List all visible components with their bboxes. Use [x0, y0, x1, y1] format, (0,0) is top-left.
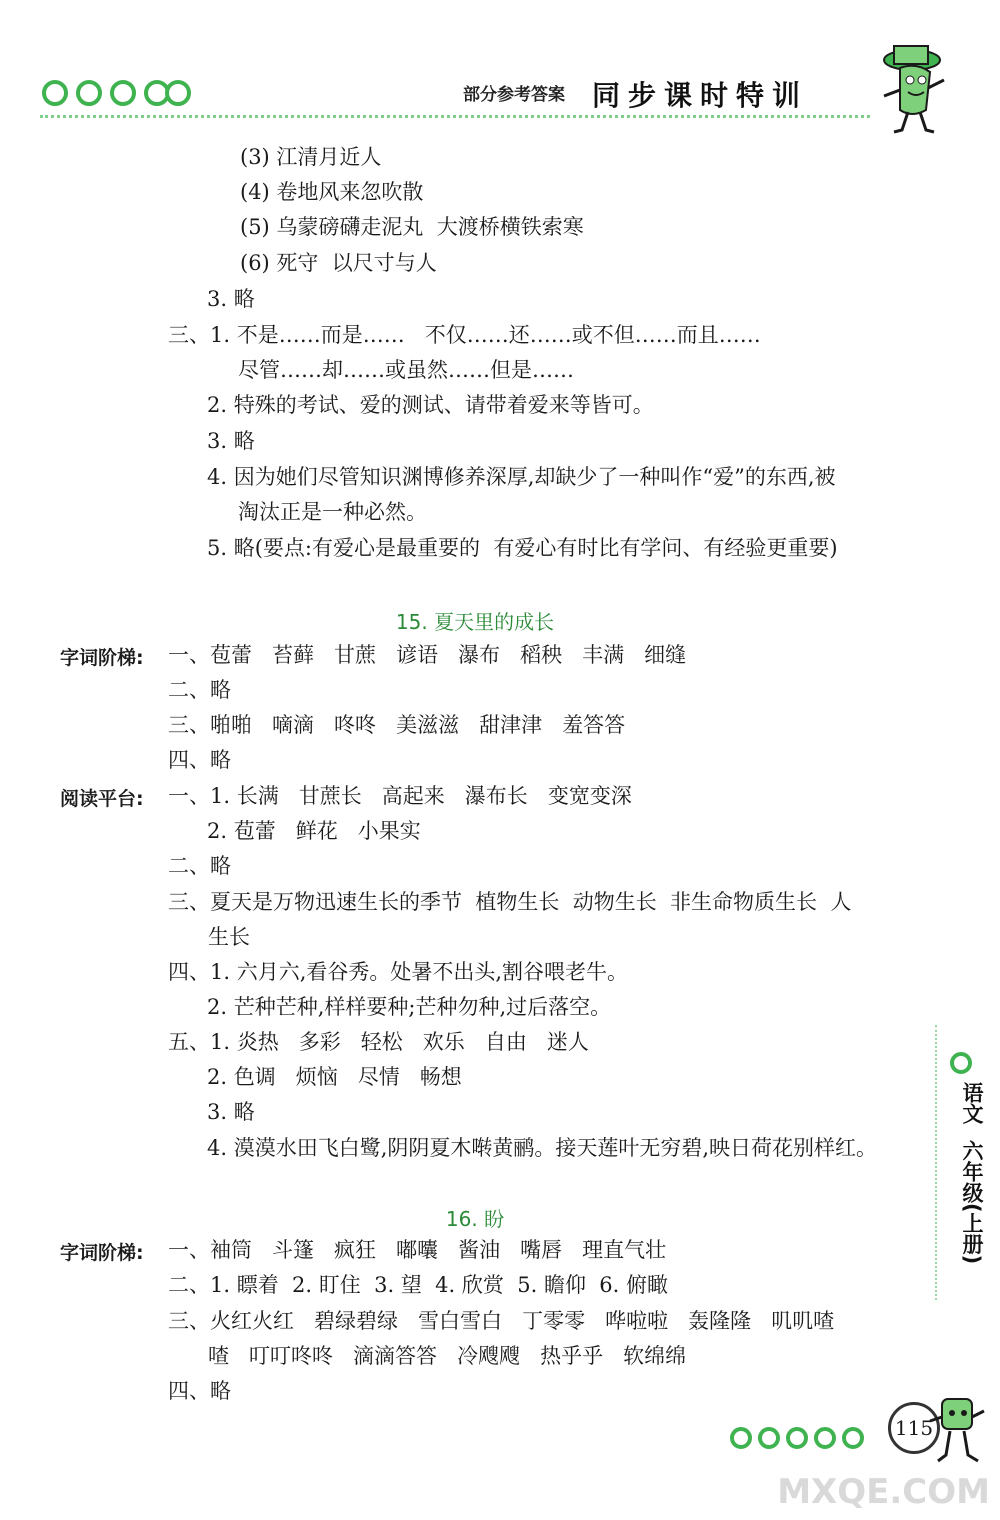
- answer-line: 一、苞蕾 苔藓 甘蔗 谚语 瀑布 稻秧 丰满 细缝: [168, 643, 687, 667]
- footer-circle-3: [786, 1427, 808, 1449]
- header-circle-5: [165, 80, 191, 106]
- answer-line: 五、1. 炎热 多彩 轻松 欢乐 自由 迷人: [168, 1030, 589, 1054]
- answer-line: 三、火红火红 碧绿碧绿 雪白雪白 丁零零 哗啦啦 轰隆隆 叽叽喳: [168, 1309, 835, 1333]
- answer-line: 3. 略: [207, 429, 255, 453]
- header-divider: [40, 115, 870, 118]
- answer-line: 四、1. 六月六,看谷秀。处暑不出头,割谷喂老牛。: [168, 960, 629, 984]
- answer-line: 5. 略(要点:有爱心是最重要的 有爱心有时比有学问、有经验更重要): [207, 536, 838, 560]
- header-circle-1: [42, 80, 68, 106]
- footer-circle-1: [730, 1427, 752, 1449]
- answer-line: 尽管……却……或虽然……但是……: [238, 358, 574, 382]
- answer-line: 三、1. 不是……而是…… 不仅……还……或不但……而且……: [168, 323, 761, 347]
- answer-line: (3) 江清月近人: [240, 145, 382, 169]
- answer-line: 一、1. 长满 甘蔗长 高起来 瀑布长 变宽变深: [168, 784, 632, 808]
- answer-line: (4) 卷地风来忽吹散: [240, 180, 424, 204]
- answer-line: 4. 漠漠水田飞白鹭,阴阴夏木啭黄鹂。接天莲叶无穷碧,映日荷花别样红。: [207, 1136, 878, 1160]
- lead-label-word-ladder: 字词阶梯:: [60, 647, 144, 669]
- answer-line: 2. 特殊的考试、爱的测试、请带着爱来等皆可。: [207, 393, 654, 417]
- section-title-16: 16. 盼: [445, 1207, 505, 1231]
- answer-line: 3. 略: [207, 287, 255, 311]
- lead-label-word-ladder-2: 字词阶梯:: [60, 1242, 144, 1264]
- answer-line: 四、略: [168, 748, 231, 772]
- answer-line: (6) 死守 以尺寸与人: [240, 251, 437, 275]
- header-circle-3: [110, 80, 136, 106]
- answer-line: 2. 色调 烦恼 尽情 畅想: [207, 1065, 462, 1089]
- mascot-icon: [872, 40, 972, 140]
- side-subject: 语文: [960, 1082, 984, 1124]
- header-title: 同步课时特训: [592, 79, 809, 112]
- footer-circle-4: [814, 1427, 836, 1449]
- answer-line: 4. 因为她们尽管知识渊博修养深厚,却缺少了一种叫作“爱”的东西,被: [207, 465, 836, 489]
- answer-line: 喳 叮叮咚咚 滴滴答答 冷飕飕 热乎乎 软绵绵: [208, 1344, 687, 1368]
- page-number: 115: [888, 1402, 940, 1454]
- answer-line: 3. 略: [207, 1100, 255, 1124]
- side-tab-circle: [950, 1052, 972, 1074]
- answer-line: 二、略: [168, 854, 231, 878]
- answer-line: 四、略: [168, 1379, 231, 1403]
- answer-line: 一、袖筒 斗篷 疯狂 嘟囔 酱油 嘴唇 理直气壮: [168, 1238, 667, 1262]
- answer-line: 三、啪啪 嘀滴 咚咚 美滋滋 甜津津 羞答答: [168, 713, 626, 737]
- watermark: MXQE.COM: [777, 1472, 990, 1512]
- header-subtitle: 部分参考答案: [463, 85, 565, 105]
- answer-line: 淘汰正是一种必然。: [238, 500, 427, 524]
- section-title-15: 15. 夏天里的成长: [395, 610, 555, 634]
- answer-line: 二、1. 瞟着 2. 盯住 3. 望 4. 欣赏 5. 瞻仰 6. 俯瞰: [168, 1273, 669, 1297]
- answer-line: 2. 芒种芒种,样样要种;芒种勿种,过后落空。: [207, 995, 612, 1019]
- lead-label-reading-platform: 阅读平台:: [60, 788, 144, 810]
- answer-line: 二、略: [168, 678, 231, 702]
- footer-circle-5: [842, 1427, 864, 1449]
- answer-line: 2. 苞蕾 鲜花 小果实: [207, 819, 421, 843]
- answer-line: (5) 乌蒙磅礴走泥丸 大渡桥横铁索寒: [240, 215, 584, 239]
- side-grade: 六年级(上册): [960, 1140, 984, 1265]
- footer-circle-2: [758, 1427, 780, 1449]
- answer-line: 三、夏天是万物迅速生长的季节 植物生长 动物生长 非生命物质生长 人: [168, 890, 852, 914]
- header-circle-2: [76, 80, 102, 106]
- answer-line: 生长: [208, 925, 250, 949]
